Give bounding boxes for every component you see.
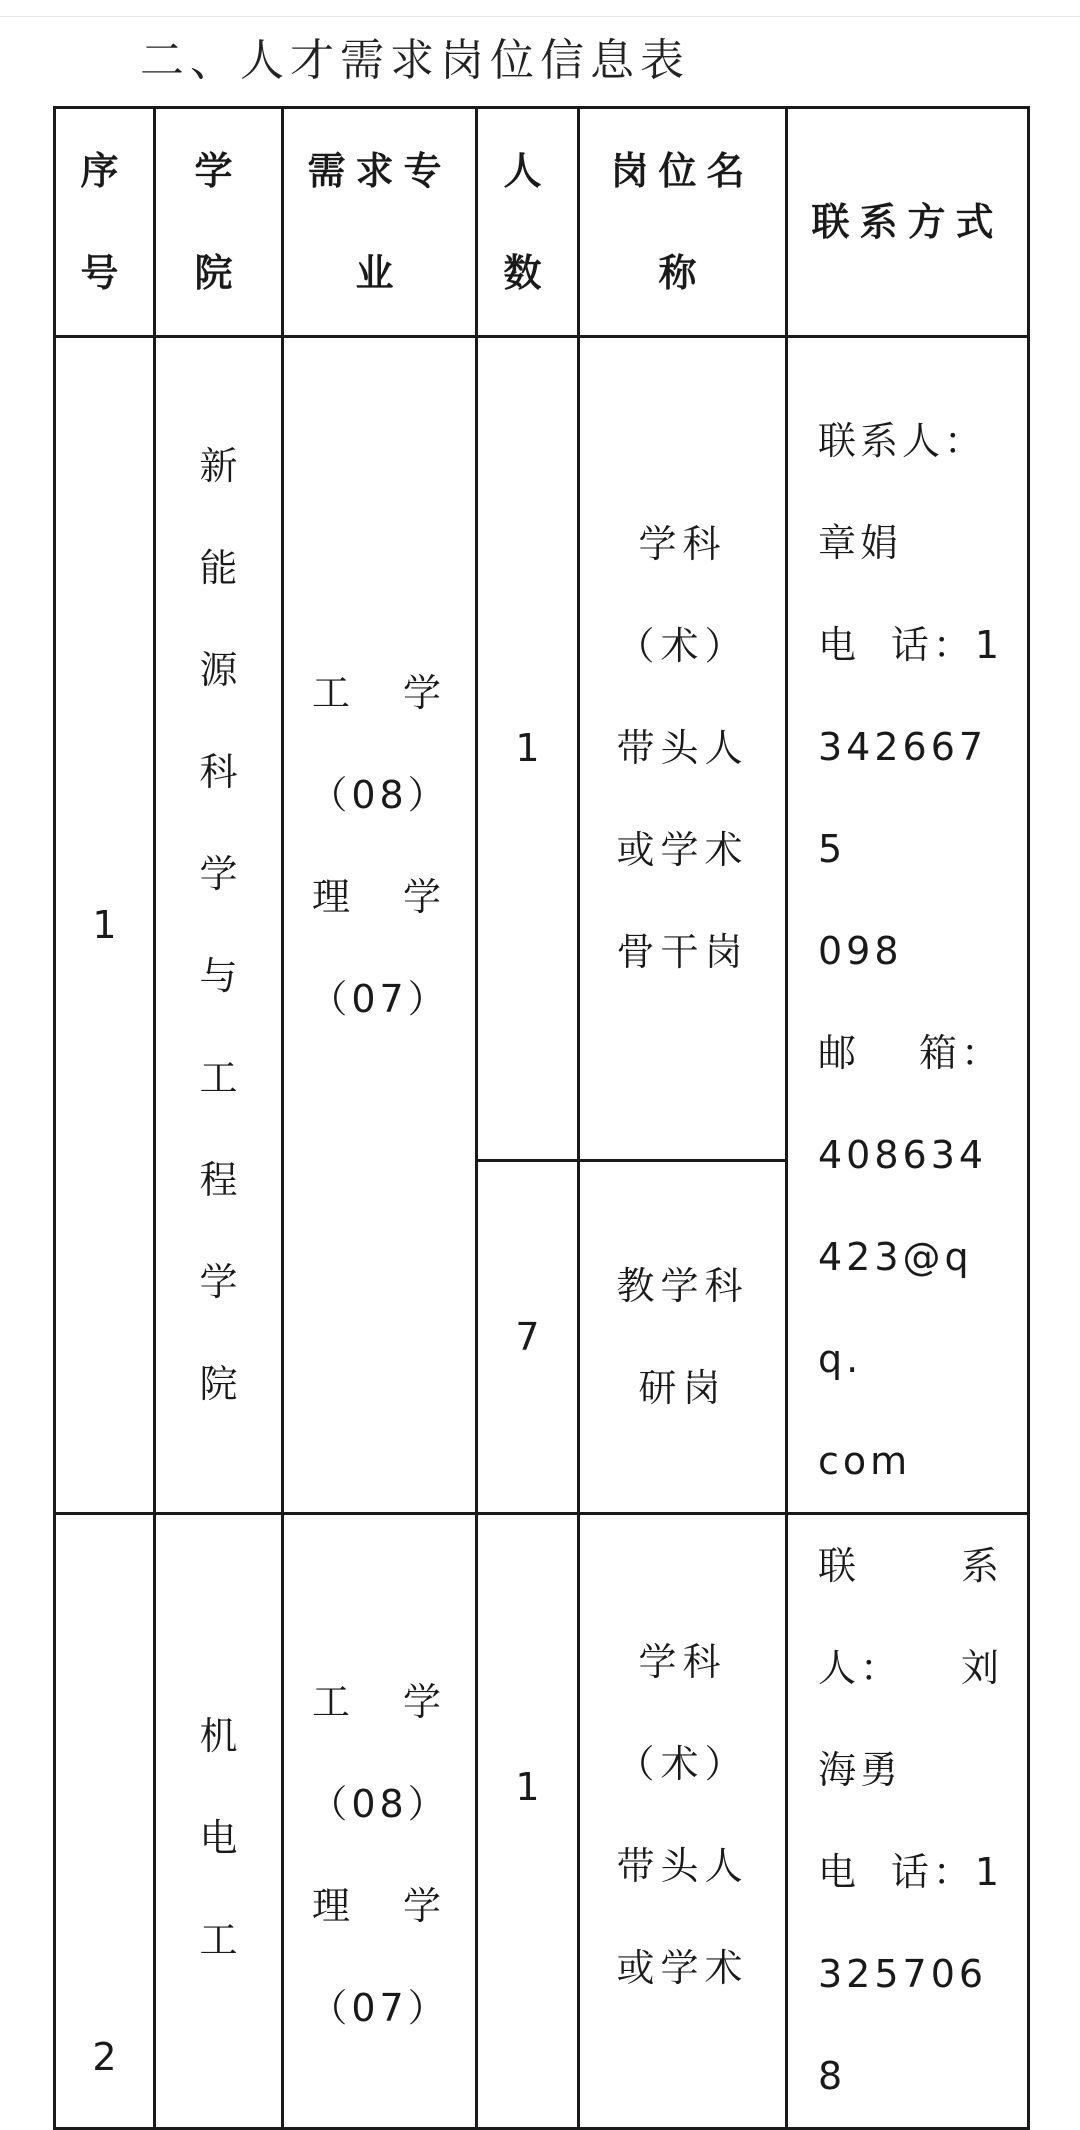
row1-contact-phone: 098 (818, 929, 903, 973)
row1-major-eng-b: 学 (402, 671, 445, 715)
row2-contact-person-line2-b: 刘 (960, 1646, 1003, 1690)
row2-position (579, 1514, 787, 2129)
row1-college-char: 源 (199, 648, 238, 692)
header-count (477, 108, 579, 337)
row1-b-position-line: 研岗 (638, 1365, 727, 1410)
row2-contact-phone-label (818, 1821, 1003, 1923)
row2-college (155, 1514, 283, 2129)
row1-major (283, 337, 477, 1514)
row1-a-position-line: 骨干岗 (616, 930, 749, 975)
row1-contact-phone-label-a: 电 (818, 623, 861, 667)
row2-contact-phone: 3257068 (818, 1952, 988, 2098)
header-contact (787, 108, 1029, 337)
row2-position-line: 学科 (638, 1640, 727, 1684)
row2-position-line: 带头人 (616, 1844, 749, 1888)
header-college (155, 108, 283, 337)
row2-contact-phone-label-b: 话：1 (890, 1850, 1003, 1894)
header-position-line2: 称 (658, 251, 707, 295)
header-seq-line2: 号 (80, 251, 129, 295)
row1-a-count: 1 (477, 337, 579, 1161)
header-major-line2: 业 (355, 251, 404, 295)
row2-count: 1 (477, 1514, 579, 2129)
row1-major-sci-code: （07） (309, 977, 450, 1021)
row1-college-char: 科 (199, 750, 238, 794)
row1-college (155, 337, 283, 1514)
header-count-line2: 数 (503, 251, 552, 295)
row1-contact-email-label-a: 邮 (818, 1031, 861, 1075)
row2-major-sci-b: 学 (402, 1884, 445, 1928)
header-contact-text: 联系方式 (811, 200, 1004, 244)
row2-contact (787, 1514, 1029, 2129)
top-divider (0, 16, 1080, 17)
job-info-table (53, 106, 1027, 2098)
header-seq (55, 108, 155, 337)
row1-contact-phone-label-b: 话：1 (890, 623, 1003, 667)
row1-major-eng-a: 工 (312, 671, 355, 715)
row2-contact-person-line2-a: 人： (818, 1646, 903, 1690)
row1-b-position-line: 教学科 (616, 1263, 749, 1308)
row2-major-eng-b: 学 (402, 1680, 445, 1724)
row1-contact-phone-label (818, 594, 1003, 696)
header-major (283, 108, 477, 337)
row1-seq: 1 (55, 337, 155, 1514)
table-header-row (55, 108, 1029, 337)
row2-major-eng-a: 工 (312, 1680, 355, 1724)
row1-major-sci (284, 846, 475, 948)
row2-contact-person-line1 (818, 1515, 1003, 1617)
header-college-line1: 学 (194, 149, 243, 193)
row2-position-line: 或学术 (616, 1946, 749, 1990)
row1-b-count: 7 (477, 1160, 579, 1513)
row1-contact-email: com (818, 1439, 912, 1483)
row2-contact-person-name: 海勇 (818, 1748, 903, 1792)
row2-contact-person-line1-a: 联 (818, 1544, 861, 1588)
row2-contact-person-line1-b: 系 (960, 1544, 1003, 1588)
row1-a-position-line: （术） (616, 624, 749, 669)
row2-position-line: （术） (616, 1742, 749, 1786)
row1-b-position (579, 1160, 787, 1513)
row1-major-sci-b: 学 (402, 875, 445, 919)
row1-contact-email-label (818, 1002, 1003, 1104)
row1-college-char: 程 (199, 1158, 238, 1202)
table-row (55, 337, 1029, 1161)
row1-a-position-line: 或学术 (616, 828, 749, 873)
row1-college-char: 与 (199, 954, 238, 998)
row1-contact-person-label: 联系人： (818, 419, 987, 463)
row1-a-position (579, 337, 787, 1161)
row1-college-char: 工 (199, 1056, 238, 1100)
row1-contact-email-label-b: 箱： (918, 1031, 1003, 1075)
row2-major-sci-code: （07） (309, 1986, 450, 2030)
row1-major-eng-code: （08） (309, 773, 450, 817)
header-position (579, 108, 787, 337)
row1-major-sci-a: 理 (312, 875, 355, 919)
row1-contact-email: 423@qq. (818, 1235, 973, 1381)
header-college-line2: 院 (194, 251, 243, 295)
row1-major-spacer (284, 338, 475, 642)
header-major-line1: 需求专 (307, 149, 452, 193)
header-position-line1: 岗位名 (610, 149, 755, 193)
row2-major-eng (284, 1651, 475, 1753)
header-count-line1: 人 (503, 149, 552, 193)
row2-college-char: 电 (199, 1816, 238, 1860)
row2-major-sci (284, 1855, 475, 1957)
row2-contact-person-line2 (818, 1617, 1003, 1719)
row1-college-char: 学 (199, 1260, 238, 1304)
row2-college-char: 机 (199, 1714, 238, 1758)
row1-a-position-line: 学科 (638, 522, 727, 567)
row1-college-char: 学 (199, 852, 238, 896)
row2-major-sci-a: 理 (312, 1884, 355, 1928)
row1-contact-phone: 3426675 (818, 725, 988, 871)
row2-seq: 2 (55, 1514, 155, 2129)
row1-a-position-line: 带头人 (616, 726, 749, 771)
row2-major-eng-code: （08） (309, 1782, 450, 1826)
row1-college-char: 能 (199, 546, 238, 590)
table-row (55, 1514, 1029, 2129)
header-seq-line1: 序 (80, 149, 129, 193)
row2-contact-phone-label-a: 电 (818, 1850, 861, 1894)
row1-contact-person-name: 章娟 (818, 521, 903, 565)
section-heading: 二、人才需求岗位信息表 (140, 35, 690, 86)
row2-college-char: 工 (199, 1918, 238, 1962)
row1-contact-email: 408634 (818, 1133, 988, 1177)
row1-major-eng (284, 642, 475, 744)
row1-college-char: 院 (199, 1362, 238, 1406)
row1-contact (787, 337, 1029, 1514)
row2-major (283, 1514, 477, 2129)
row1-college-char: 新 (199, 444, 238, 488)
